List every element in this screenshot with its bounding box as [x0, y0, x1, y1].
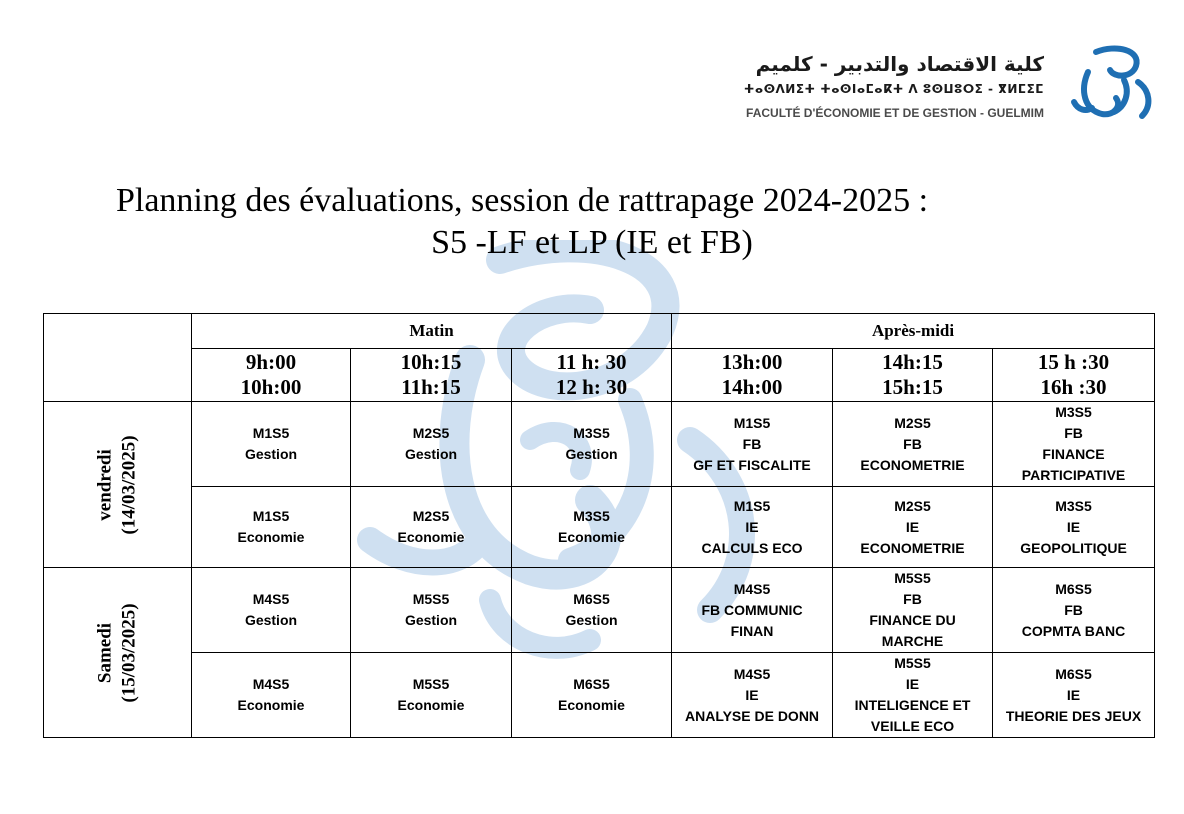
exam-cell-line: VEILLE ECO [870, 718, 955, 734]
exam-cell-line: M2S5 [894, 414, 931, 431]
slot-end: 11h:15 [401, 375, 461, 399]
slot-start: 10h:15 [400, 350, 462, 374]
exam-cell-line: M5S5 [894, 570, 931, 586]
slot-start: 11 h: 30 [556, 350, 627, 374]
exam-cell-line: COPMTA BANC [1021, 622, 1126, 639]
exam-cell-line: M3S5 [573, 508, 610, 524]
exam-cell-line: IE [905, 518, 920, 535]
exam-cell [833, 568, 993, 653]
page-title [0, 180, 1184, 264]
exam-cell [672, 487, 833, 568]
slot-end: 12 h: 30 [555, 375, 628, 399]
exam-cell [192, 653, 351, 738]
exam-cell-line: Gestion [404, 612, 458, 628]
exam-cell-line: M3S5 [573, 425, 610, 441]
corner-cell [44, 314, 192, 402]
exam-cell-line: M4S5 [252, 591, 290, 607]
exam-cell-line: IE [1066, 518, 1081, 535]
time-slot [993, 349, 1155, 402]
exam-cell [672, 402, 833, 487]
exam-cell-line: FINANCE DU [869, 612, 956, 628]
slot-end: 10h:00 [240, 375, 302, 399]
exam-cell-line: FB [903, 435, 922, 452]
slot-end: 14h:00 [721, 375, 783, 399]
exam-cell [993, 487, 1155, 568]
day-name: Samedi [94, 622, 116, 683]
title-line-2: S5 -LF et LP (IE et FB) [431, 224, 753, 261]
exam-cell-line: M1S5 [733, 497, 771, 514]
exam-cell-line: Economie [397, 529, 465, 545]
exam-cell-line: THEORIE DES JEUX [1005, 707, 1142, 724]
exam-cell-line: FB [742, 435, 762, 452]
exam-cell [833, 402, 993, 487]
exam-cell [833, 653, 993, 738]
day-cell-saturday [44, 568, 192, 738]
exam-cell-line: Economie [397, 697, 465, 713]
table-row [44, 568, 1155, 653]
slot-start: 14h:15 [882, 350, 943, 374]
exam-cell [512, 487, 672, 568]
exam-cell [512, 653, 672, 738]
exam-cell-line: M6S5 [573, 591, 610, 607]
exam-cell [192, 487, 351, 568]
exam-cell-line: M3S5 [1055, 497, 1092, 514]
exam-cell-line: CALCULS ECO [701, 539, 803, 556]
exam-cell-line: M6S5 [1055, 665, 1092, 682]
table-row [44, 402, 1155, 487]
logo-emblem-icon [1066, 42, 1156, 126]
period-morning: Matin [192, 314, 672, 349]
table-row [44, 487, 1155, 568]
exam-cell-line: M1S5 [252, 508, 290, 524]
exam-cell-line: M5S5 [412, 676, 450, 692]
exam-cell-line: FB COMMUNIC [701, 601, 803, 618]
day-name: vendredi [94, 448, 116, 521]
exam-cell-line: M5S5 [894, 655, 931, 671]
faculty-logo [743, 38, 1160, 128]
exam-cell [351, 487, 512, 568]
exam-cell-line: M6S5 [573, 676, 610, 692]
day-date: (15/03/2025) [118, 602, 140, 703]
exam-cell [512, 568, 672, 653]
time-slot [512, 349, 672, 402]
exam-cell-line: M4S5 [733, 665, 771, 682]
exam-cell-line: Gestion [565, 612, 618, 628]
exam-cell-line: Gestion [244, 612, 298, 628]
title-line-1: Planning des évaluations, session de rattrapage 2024-2025 : [115, 182, 929, 219]
exam-schedule-table [43, 313, 1155, 738]
exam-cell-line: Gestion [565, 446, 618, 462]
exam-cell-line: M2S5 [412, 508, 450, 524]
exam-cell-line: GEOPOLITIQUE [1020, 539, 1127, 556]
exam-cell-line: Gestion [404, 446, 458, 462]
slot-start: 13h:00 [721, 350, 783, 374]
time-slot [192, 349, 351, 402]
exam-cell-line: M2S5 [894, 497, 931, 514]
exam-cell-line: M4S5 [733, 580, 771, 597]
exam-cell-line: IE [1066, 686, 1081, 703]
exam-cell-line: Economie [558, 697, 625, 713]
exam-cell-line: M2S5 [412, 425, 450, 441]
exam-cell [192, 568, 351, 653]
exam-cell-line: FINAN [730, 622, 774, 639]
exam-cell [993, 653, 1155, 738]
exam-cell-line: IE [905, 676, 920, 692]
exam-cell-line: M4S5 [252, 676, 290, 692]
exam-cell [993, 568, 1155, 653]
exam-cell-line: FB [903, 591, 922, 607]
exam-cell-line: MARCHE [881, 633, 944, 649]
exam-cell-line: IE [745, 518, 759, 535]
exam-cell-line: ECONOMETRIE [860, 539, 965, 556]
exam-cell [512, 402, 672, 487]
exam-cell-line: M5S5 [412, 591, 450, 607]
exam-cell [833, 487, 993, 568]
slot-start: 15 h :30 [1037, 350, 1110, 374]
exam-cell-line: IE [745, 686, 759, 703]
exam-cell-line: M3S5 [1055, 404, 1092, 420]
exam-cell [351, 653, 512, 738]
exam-cell [192, 402, 351, 487]
exam-cell [351, 402, 512, 487]
slot-start: 9h:00 [245, 350, 297, 374]
exam-cell-line: INTELIGENCE ET [854, 697, 971, 713]
time-slot [672, 349, 833, 402]
exam-cell-line: FINANCE [1042, 446, 1105, 462]
day-cell-friday [44, 402, 192, 568]
exam-cell-line: FB [1064, 601, 1083, 618]
exam-cell-line: Economie [237, 529, 305, 545]
day-date: (14/03/2025) [118, 434, 140, 535]
exam-cell-line: ECONOMETRIE [860, 456, 965, 473]
period-afternoon: Après-midi [672, 314, 1155, 349]
exam-cell-line: M6S5 [1055, 580, 1092, 597]
logo-french-name: FACULTÉ D'ÉCONOMIE ET DE GESTION - GUELMIM [746, 106, 1044, 120]
slot-end: 16h :30 [1040, 375, 1107, 399]
period-header-row [44, 314, 1155, 349]
exam-cell [672, 568, 833, 653]
logo-tifinagh-name: ⵜⴰⵙⴷⵍⵉⵜ ⵜⴰⵙⵏⴰⵎⴰⴽⵜ ⴷ ⵓⵙⵡⵓⵔⵉ - ⴳⵍⵎⵉⵎ [743, 82, 1044, 96]
exam-cell-line: Gestion [244, 446, 298, 462]
exam-cell-line: GF ET FISCALITE [693, 456, 811, 473]
slot-end: 15h:15 [882, 375, 943, 399]
time-slot [351, 349, 512, 402]
time-slot [833, 349, 993, 402]
exam-cell [993, 402, 1155, 487]
exam-cell-line: Economie [237, 697, 305, 713]
exam-cell-line: M1S5 [252, 425, 290, 441]
exam-cell-line: Economie [558, 529, 625, 545]
exam-cell [351, 568, 512, 653]
exam-cell-line: ANALYSE DE DONN [684, 707, 820, 724]
exam-cell-line: M1S5 [733, 414, 771, 431]
logo-arabic-name: كلية الاقتصاد والتدبير - كلميم [755, 52, 1044, 76]
exam-cell [672, 653, 833, 738]
exam-cell-line: PARTICIPATIVE [1021, 467, 1126, 483]
slot-header-row [44, 349, 1155, 402]
table-row [44, 653, 1155, 738]
exam-cell-line: FB [1064, 425, 1083, 441]
